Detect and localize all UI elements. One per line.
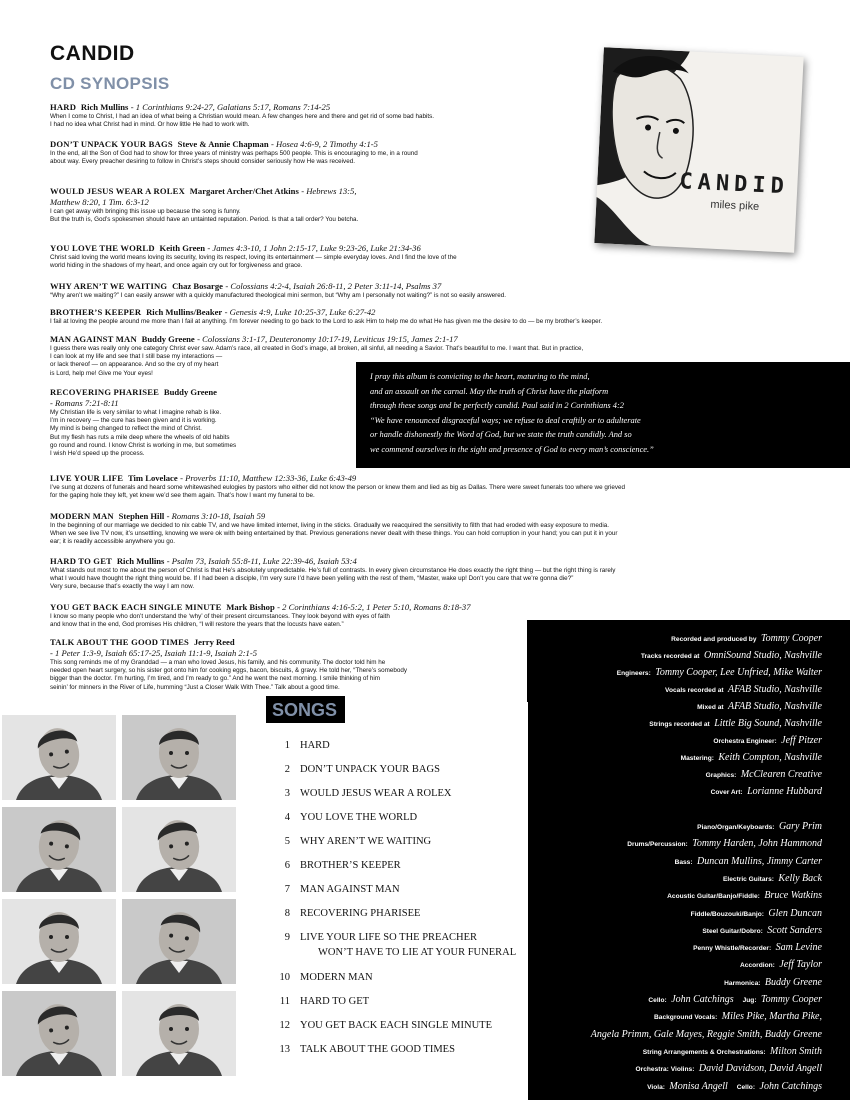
credit-line	[636, 1058, 822, 1076]
entry-song-title: YOU GET BACK EACH SINGLE MINUTE	[50, 602, 222, 612]
entry-body-line: But my flesh has ruts a mile deep where the wheels of old habits	[50, 433, 230, 441]
song-item	[272, 764, 440, 775]
synopsis-entry	[50, 511, 618, 547]
song-number: 5	[284, 836, 290, 847]
entry-artist: Buddy Greene	[141, 334, 195, 344]
credit-name: Tommy Cooper	[760, 633, 822, 644]
credit-line	[693, 937, 822, 955]
synopsis-entry	[50, 102, 434, 129]
entry-song-title: YOU LOVE THE WORLD	[50, 243, 155, 253]
credit-name: Tommy Cooper, Lee Unfried, Mike Walter	[655, 667, 822, 678]
entry-body-line: seinin’ for minners in the River of Life, humming “Just a Closer Walk With Thee.” Talk about a good time.	[50, 683, 340, 691]
entry-heading	[50, 556, 615, 567]
entry-song-title: BROTHER’S KEEPER	[50, 307, 142, 317]
credit-name: Duncan Mullins, Jimmy Carter	[697, 855, 822, 867]
entry-body-line: world hiding in the shadows of my heart, and once again cry out for forgiveness and grace.	[50, 262, 303, 270]
credit-role: Orchestra: Violins:	[635, 1066, 695, 1074]
credit-role: Jug:	[742, 997, 757, 1004]
entry-song-title: MODERN MAN	[50, 511, 114, 521]
credit-line	[617, 662, 822, 680]
entry-body-line: I know so many people who don’t understand the ‘why’ of their present circumstances. They look beyond with eyes of faith	[50, 613, 390, 620]
quote-line: through these songs and be perfectly candid. Paul said in 2 Corinthians 4:2	[370, 401, 624, 410]
entry-body-line: for the gaping hole they left, yet knew we’d see them again. That’s how I want my funeral to be.	[50, 492, 315, 500]
entry-scripture: - 1 Corinthians 9:24-27, Galatians 5:17, Romans 7:14-25	[130, 102, 331, 112]
entry-body-line: When I come to Christ, I had an idea of what being a Christian would mean. A few changes here and there and get rid of some bad habits.	[50, 113, 434, 120]
entry-body-line: bigger than the doctor. I’m hurting, I’m tired, and I’m ready to go.” And he went the next morning. I smile thinking of him	[50, 675, 381, 683]
credit-role: Mastering:	[680, 755, 714, 762]
song-number: 12	[279, 1020, 290, 1031]
portrait-photo	[122, 715, 236, 800]
synopsis-entry	[50, 139, 418, 166]
entry-body-line: I had no idea what Christ had in mind. Or how little He had to work with.	[50, 121, 250, 129]
entry-song-title: TALK ABOUT THE GOOD TIMES	[50, 637, 190, 647]
entry-heading	[50, 602, 471, 613]
entry-heading	[50, 281, 506, 292]
songs-heading: SONGS	[266, 696, 345, 723]
song-item	[272, 788, 451, 799]
credit-line	[649, 713, 822, 731]
song-item	[272, 860, 401, 871]
entry-artist: Rich Mullins	[116, 556, 165, 566]
entry-artist: Chaz Bosarge	[172, 281, 223, 291]
credit-line	[591, 1024, 822, 1042]
credit-name: Glen Duncan	[768, 907, 822, 919]
entry-body-line: is Lord, help me! Give me Your eyes!	[50, 369, 153, 377]
song-item	[272, 836, 431, 847]
entry-artist: Jerry Reed	[193, 637, 235, 647]
credit-name: AFAB Studio, Nashville	[728, 684, 822, 695]
credit-role: Engineers:	[616, 670, 651, 677]
entry-song-title: WHY AREN’T WE WAITING	[50, 281, 168, 291]
entry-scripture: - Hosea 4:6-9, 2 Timothy 4:1-5	[271, 139, 378, 149]
credit-name: Milton Smith	[770, 1045, 822, 1057]
credit-line	[681, 747, 822, 765]
credit-line	[697, 816, 822, 834]
entry-heading	[50, 307, 602, 318]
entry-artist: Rich Mullins	[80, 102, 129, 112]
song-title: LIVE YOUR LIFE SO THE PREACHER	[300, 932, 478, 943]
credit-name: David Davidson, David Angell	[698, 1063, 822, 1075]
entry-artist: Margaret Archer/Chet Atkins	[189, 186, 299, 196]
synopsis-entry	[50, 307, 602, 326]
songs-box	[246, 702, 528, 1100]
entry-scripture: - 1 Peter 1:3-9, Isaiah 65:17-25, Isaiah 11:1-9, Isaiah 2:1-5	[50, 648, 258, 658]
credit-role: Electric Guitars:	[723, 875, 774, 883]
song-title: DON’T UNPACK YOUR BAGS	[300, 764, 440, 775]
credit-name: AFAB Studio, Nashville	[728, 701, 822, 712]
credit-line	[665, 679, 822, 697]
song-title: HARD TO GET	[300, 996, 370, 1007]
entry-heading	[50, 139, 418, 150]
entry-song-title: WOULD JESUS WEAR A ROLEX	[50, 186, 186, 196]
entry-artist: Keith Green	[159, 243, 205, 253]
entry-heading	[50, 473, 625, 484]
entry-body-line: What stands out most to me about the person of Christ is that He’s absolutely unpredictable. He’s full of contrasts. In every given circumstance He does exactly the right thing — but the right thing is rarely	[50, 567, 616, 574]
credit-role: Bass:	[674, 858, 693, 866]
entry-scripture: - James 4:3-10, 1 John 2:15-17, Luke 9:23-26, Luke 21:34-36	[207, 243, 421, 253]
entry-body-line: ear; it is readily accessible anywhere you go.	[50, 538, 175, 546]
credit-role: String Arrangements & Orchestrations:	[642, 1048, 766, 1056]
song-item	[272, 996, 369, 1007]
entry-body-line: My Christian life is very similar to what I imagine rehab is like.	[50, 409, 222, 416]
credit-role: Cello:	[648, 997, 667, 1004]
credit-name: Lorianne Hubbard	[747, 786, 822, 797]
credit-role: Strings recorded at	[649, 721, 710, 728]
song-item	[272, 1044, 455, 1055]
song-title: TALK ABOUT THE GOOD TIMES	[300, 1044, 455, 1055]
entry-artist: Steve & Annie Chapman	[177, 139, 269, 149]
album-cover	[594, 47, 803, 253]
credit-line	[675, 851, 822, 869]
credit-role: Accordion:	[740, 962, 775, 970]
entry-heading	[50, 102, 434, 113]
entry-body-line: I wish He’d speed up the process.	[50, 450, 145, 458]
entry-body-line: I’m in recovery — the cure has been given and it is working.	[50, 417, 217, 425]
entry-body-line: Very sure, because that’s exactly the way I am now.	[50, 583, 195, 591]
entry-scripture: - Hebrews 13:5,	[301, 186, 357, 196]
cover-title: CANDID	[678, 169, 790, 200]
entry-song-title: DON’T UNPACK YOUR BAGS	[50, 139, 173, 149]
credit-name: Jeff Pitzer	[781, 735, 822, 746]
credit-name: McClearen Creative	[740, 769, 822, 780]
entry-scripture: - Colossians 3:1-17, Deuteronomy 10:17-19, Leviticus 19:15, James 2:1-17	[197, 334, 458, 344]
credit-line	[643, 1041, 822, 1059]
portrait-photo	[2, 899, 116, 984]
entry-scripture: - 2 Corinthians 4:16-5:2, 1 Peter 5:10, Romans 8:18-37	[277, 602, 471, 612]
credit-name: Sam Levine	[775, 942, 822, 954]
entry-scripture: - Psalm 73, Isaiah 55:8-11, Luke 22:39-46, Isaiah 53:4	[166, 556, 357, 566]
credit-line	[691, 903, 822, 921]
song-number: 8	[284, 908, 290, 919]
credit-role: Recorded and produced by	[671, 636, 757, 643]
portrait-photo	[2, 715, 116, 800]
credit-role: Graphics:	[705, 772, 737, 779]
entry-body-line: “Why aren’t we waiting?” I can easily answer with a quickly manufactured theological mini sermon, but “Why am I personally not waiting?” is not so easily answered.	[50, 292, 507, 299]
credit-role: Background Vocals:	[654, 1014, 718, 1022]
song-item	[272, 812, 417, 823]
song-item	[272, 740, 330, 751]
entry-scripture: - Colossians 4:2-4, Isaiah 26:8-11, 2 Peter 3:11-14, Psalms 37	[225, 281, 442, 291]
credit-line	[723, 868, 822, 886]
entry-heading	[50, 511, 618, 522]
credit-line	[697, 696, 822, 714]
credit-role: Fiddle/Bouzouki/Banjo:	[690, 910, 764, 918]
song-title: BROTHER’S KEEPER	[300, 860, 401, 871]
song-title: RECOVERING PHARISEE	[300, 908, 421, 919]
song-title: YOU LOVE THE WORLD	[300, 812, 418, 823]
quote-line: we commend ourselves in the sight and presence of God to every man’s conscience.”	[370, 444, 654, 454]
credit-line	[724, 972, 822, 990]
entry-song-title: HARD TO GET	[50, 556, 113, 566]
synopsis-entry	[50, 186, 358, 224]
entry-artist: Rich Mullins/Beaker	[146, 307, 223, 317]
portrait-photo	[122, 899, 236, 984]
credit-line	[671, 628, 822, 646]
credit-role: Cover Art:	[710, 789, 743, 796]
entry-body-line: needed open heart surgery, so his sister got onto him for cooking eggs, bacon, biscuits, & gravy. He told her, “There’s somebody	[50, 667, 408, 675]
entry-scripture: - Romans 7:21-8:11	[50, 398, 119, 408]
credit-role: Vocals recorded at	[665, 687, 724, 694]
entry-body-line: Christ said loving the world means loving its security, loving its respect, loving its entertainment — simple everyday loves. And I find the love of the	[50, 254, 457, 261]
credit-name: Little Big Sound, Nashville	[714, 718, 822, 729]
credit-name: Angela Primm, Gale Mayes, Reggie Smith, Buddy Greene	[590, 1028, 822, 1040]
credit-role: Harmonica:	[724, 979, 761, 987]
credit-role: Mixed at	[697, 704, 724, 711]
credit-name: OmniSound Studio, Nashville	[703, 650, 822, 661]
credit-name: Bruce Watkins	[764, 890, 822, 902]
credit-line	[654, 1006, 822, 1024]
entry-heading	[50, 186, 358, 197]
entry-scripture: - Proverbs 11:10, Matthew 12:33-36, Luke 6:43-49	[180, 473, 357, 483]
credit-name: Keith Compton, Nashville	[718, 752, 822, 763]
quote-line: “We have renounced disgraceful ways; we refuse to deal craftily or to adulterate	[370, 415, 641, 425]
credit-line	[647, 1076, 822, 1094]
credit-name: John Catchings	[671, 994, 734, 1005]
credit-role: Tracks recorded at	[640, 653, 700, 660]
entry-song-title: MAN AGAINST MAN	[50, 334, 137, 344]
song-title: HARD	[300, 740, 330, 751]
entry-scripture: Matthew 8:20, 1 Tim. 6:3-12	[50, 197, 149, 207]
entry-body-line: But the truth is, God’s spokesmen should have an untainted reputation. Period. Is that a tall order? You betcha.	[50, 216, 359, 224]
portrait-photo	[2, 991, 116, 1076]
entry-body-line: In the beginning of our marriage we decided to nix cable TV, and we have limited internet, living in the sticks. Gradually we reacquired the sensitivity to filth that had eroded with easy exposure to media.	[50, 522, 609, 529]
entry-heading-cont	[50, 398, 236, 409]
song-number: 11	[279, 996, 290, 1007]
credit-role: Drums/Percussion:	[627, 841, 688, 849]
credit-role: Orchestra Engineer:	[713, 738, 777, 745]
song-title: WOULD JESUS WEAR A ROLEX	[300, 788, 452, 799]
entry-artist: Stephen Hill	[118, 511, 165, 521]
synopsis-entry	[50, 473, 625, 500]
entry-heading	[50, 243, 457, 254]
credit-line	[702, 920, 822, 938]
song-number: 13	[279, 1044, 290, 1055]
credits-box	[527, 620, 850, 1100]
credit-name: Tommy Cooper	[760, 994, 822, 1005]
credit-name: Tommy Harden, John Hammond	[692, 838, 822, 850]
song-title: YOU GET BACK EACH SINGLE MINUTE	[300, 1020, 493, 1031]
song-number: 3	[284, 788, 290, 799]
song-item	[272, 972, 373, 983]
entry-body-line: go round and round. I know Christ is working in me, but sometimes	[50, 441, 237, 449]
portrait-photo	[122, 807, 236, 892]
page-title: CANDID	[50, 42, 135, 65]
entry-body-line: I can look at my life and see that I still base my interactions —	[50, 353, 223, 361]
entry-body-line: what I would have thought the right thing would be. If I had been a disciple, I’m very sure I’d have been yelling with the rest of them, “Master, wake up! Don’t you care that we’re gonna die?”	[50, 575, 574, 583]
synopsis-entry	[50, 243, 457, 270]
portrait-photo	[122, 991, 236, 1076]
entry-scripture: - Romans 3:10-18, Isaiah 59	[166, 511, 266, 521]
credit-line	[641, 645, 822, 663]
quote-box	[356, 362, 850, 468]
cover-portrait-illustration	[594, 47, 803, 253]
credit-name: Scott Sanders	[767, 924, 822, 936]
entry-heading	[50, 334, 583, 345]
entry-artist: Buddy Greene	[163, 387, 217, 397]
song-item	[272, 884, 400, 895]
entry-body-line: I can get away with bringing this issue up because the song is funny.	[50, 208, 241, 215]
entry-body-line: When we see live TV now, it’s unsettling, knowing we were ok with being entertained by that. Previous generations never dealt with these things. You can hold corruption in your hand; you can put it in your	[50, 530, 618, 538]
entry-song-title: LIVE YOUR LIFE	[50, 473, 124, 483]
credit-line	[711, 781, 822, 799]
synopsis-entry	[50, 602, 471, 629]
song-number: 6	[284, 860, 290, 871]
entry-heading-cont	[50, 197, 358, 208]
synopsis-entry	[50, 281, 506, 300]
entry-heading-cont	[50, 648, 407, 659]
entry-scripture: - Genesis 4:9, Luke 10:25-37, Luke 6:27-42	[224, 307, 376, 317]
credit-line	[706, 764, 822, 782]
credit-name: John Catchings	[759, 1080, 822, 1092]
credit-line	[740, 954, 822, 972]
credit-name: Monisa Angell	[669, 1080, 728, 1092]
credit-role: Viola:	[647, 1083, 665, 1091]
entry-song-title: HARD	[50, 102, 77, 112]
quote-line: or handle dishonestly the Word of God, but we state the truth candidly. And so	[370, 430, 632, 439]
song-number: 7	[284, 884, 290, 895]
synopsis-entry	[50, 387, 236, 458]
entry-body-line: I guess there was really only one category Christ ever saw. Adam’s race, all created in God’s image, all broken, all sinful, all needing a Savior. That’s beautiful to me. I want that. But in practice,	[50, 345, 584, 352]
credit-role: Penny Whistle/Recorder:	[693, 945, 772, 953]
credit-line	[627, 833, 822, 851]
song-item	[272, 908, 420, 919]
quote-line: and an assault on the carnal. May the truth of Christ have the platform	[370, 386, 609, 396]
synopsis-heading: CD SYNOPSIS	[50, 74, 170, 93]
credit-role: Cello:	[736, 1083, 756, 1091]
synopsis-entry	[50, 556, 615, 592]
entry-song-title: RECOVERING PHARISEE	[50, 387, 160, 397]
song-title: MODERN MAN	[300, 972, 373, 983]
entry-body-line: about way. Every preacher desiring to follow in Christ’s steps should consider seriously how He was received.	[50, 158, 355, 166]
song-item	[272, 1020, 492, 1031]
song-title-cont: WON’T HAVE TO LIE AT YOUR FUNERAL	[318, 947, 517, 958]
portrait-photo	[2, 807, 116, 892]
credit-name: Miles Pike, Martha Pike,	[721, 1011, 822, 1023]
entry-heading	[50, 637, 407, 648]
song-item	[272, 932, 477, 943]
entry-body-line: I fail at loving the people around me more than I fail at anything. I’m forever needing to go back to the Lord to ask Him to help me do what He has given me the desire to do — be my brother’s keeper.	[50, 318, 603, 325]
entry-body-line: My mind is being changed to reflect the mind of Christ.	[50, 425, 202, 433]
song-number: 4	[284, 812, 290, 823]
entry-heading	[50, 387, 236, 398]
credit-name: Kelly Back	[778, 872, 822, 884]
song-number: 10	[279, 972, 290, 983]
photo-strip	[0, 712, 240, 1100]
song-number: 2	[284, 764, 290, 775]
credit-role: Acoustic Guitar/Banjo/Fiddle:	[667, 893, 760, 901]
entry-body-line: This song reminds me of my Granddad — a man who loved Jesus, his family, and his community. The doctor told him he	[50, 659, 386, 666]
credit-line	[648, 989, 822, 1007]
song-title: MAN AGAINST MAN	[300, 884, 400, 895]
song-number: 9	[284, 932, 290, 943]
credit-role: Steel Guitar/Dobro:	[702, 927, 763, 935]
credit-name: Jeff Taylor	[779, 959, 822, 971]
entry-body-line: In the end, all the Son of God had to show for three years of ministry was perhaps 500 people. This is encouraging to me, in a round	[50, 150, 418, 157]
credit-name: Gary Prim	[778, 821, 822, 832]
entry-artist: Mark Bishop	[226, 602, 275, 612]
song-number: 1	[284, 740, 290, 751]
cover-artist: miles pike	[710, 198, 760, 214]
entry-body-line: I’ve sung at dozens of funerals and heard some whitewashed eulogies by pastors who either did not know the person or knew them and lied as big as Dallas. There were sweet funerals too where we grieved	[50, 484, 625, 491]
song-title: WHY AREN’T WE WAITING	[300, 836, 432, 847]
credit-line	[667, 885, 822, 903]
entry-artist: Tim Lovelace	[127, 473, 178, 483]
entry-body-line: and know that in the end, God promises His children, “I will restore the years that the locusts have eaten.”	[50, 621, 344, 629]
entry-body-line: or lack thereof — on appearance. And so the cry of my heart	[50, 361, 219, 369]
synopsis-entry	[50, 637, 407, 692]
quote-line: I pray this album is convicting to the heart, maturing to the mind,	[370, 372, 590, 381]
credit-line	[713, 730, 822, 748]
credit-name: Buddy Greene	[764, 976, 822, 988]
credit-role: Piano/Organ/Keyboards:	[697, 824, 775, 831]
